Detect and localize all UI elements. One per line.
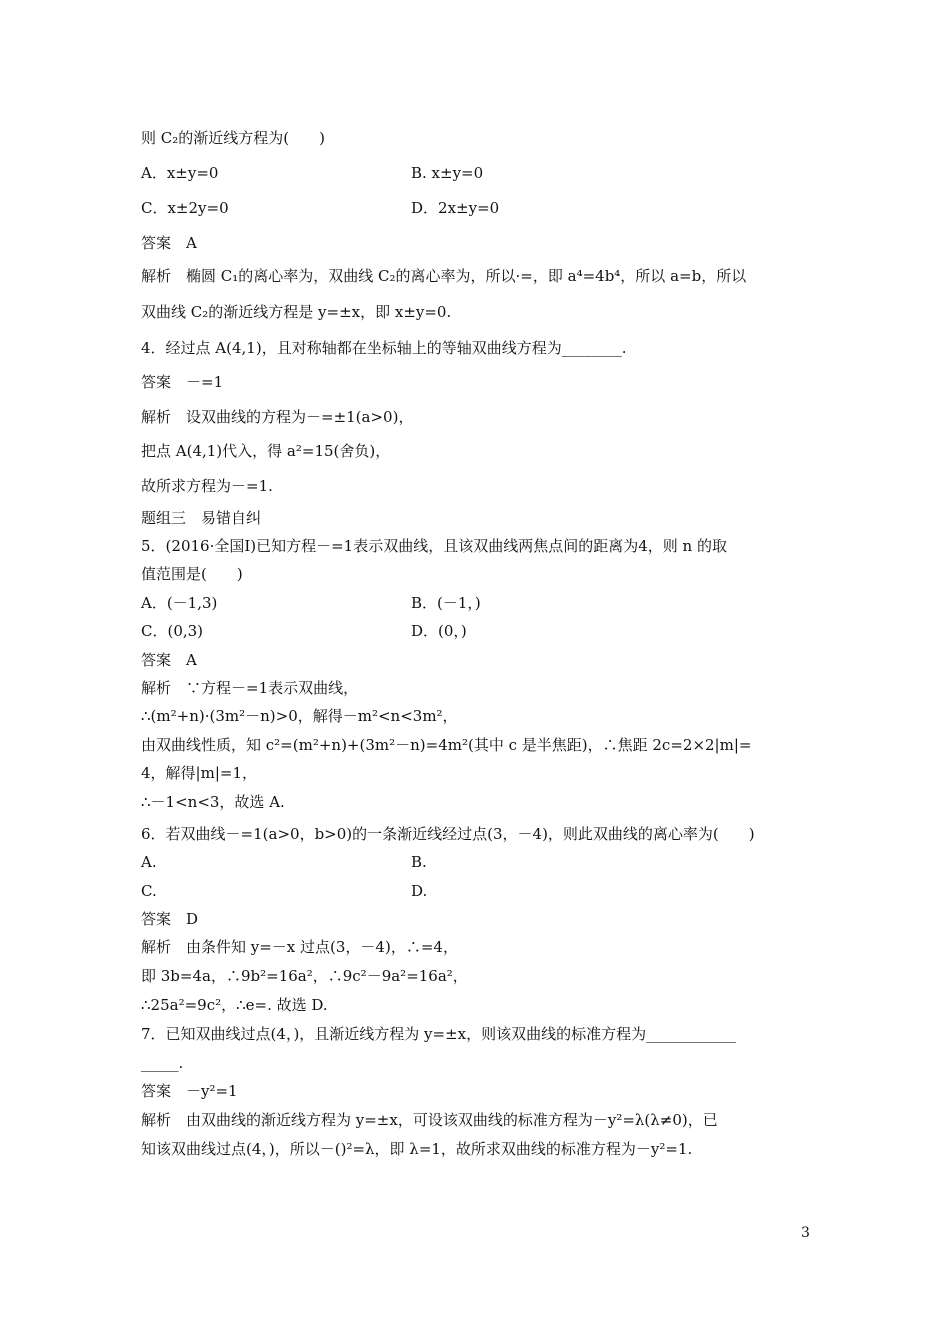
option-c: C.: [141, 882, 157, 900]
text-line: 由双曲线性质，知 c²=(m²+n)+(3m²－n)=4m²(其中 c 是半焦距)，∴焦距 2c=2×2|m|=: [141, 736, 752, 754]
answer-line: 答案 D: [141, 910, 199, 928]
text-line: ∴－1<n<3，故选 A.: [141, 793, 285, 811]
text-line: 值范围是( ): [141, 565, 243, 583]
analysis-line: 解析 由双曲线的渐近线方程为 y=±x，可设该双曲线的标准方程为－y²=λ(λ≠0)，已: [141, 1111, 718, 1129]
text-line: 即 3b=4a，∴9b²=16a²，∴9c²－9a²=16a²，: [141, 967, 468, 985]
analysis-line: 解析 由条件知 y=－x 过点(3，－4)，∴=4，: [141, 938, 458, 956]
text-line: 知该双曲线过点(4，)，所以－()²=λ，即 λ=1，故所求双曲线的标准方程为－y²=1.: [141, 1140, 693, 1158]
question-7: 7．已知双曲线过点(4，)，且渐近线方程为 y=±x，则该双曲线的标准方程为____________: [141, 1025, 737, 1043]
text-line: ∴25a²=9c²，∴e=. 故选 D.: [141, 996, 328, 1014]
section-heading: 题组三 易错自纠: [141, 509, 262, 527]
question-6: 6．若双曲线－=1(a>0，b>0)的一条渐近线经过点(3，－4)，则此双曲线的离心率为( ): [141, 825, 755, 843]
answer-line: 答案 A: [141, 234, 197, 252]
answer-line: 答案 －=1: [141, 373, 224, 391]
answer-line: 答案 A: [141, 651, 197, 669]
option-d: D．2x±y=0: [411, 199, 500, 217]
text-line: 双曲线 C₂的渐近线方程是 y=±x，即 x±y=0.: [141, 303, 452, 321]
text-line: _____.: [141, 1054, 184, 1072]
option-b: B. x±y=0: [411, 164, 484, 182]
page-number: 3: [801, 1225, 810, 1241]
option-a: A．x±y=0: [141, 164, 219, 182]
analysis-line: 解析 椭圆 C₁的离心率为，双曲线 C₂的离心率为，所以·=，即 a⁴=4b⁴，所以 a=b，所以: [141, 267, 747, 285]
analysis-line: 解析 设双曲线的方程为－=±1(a>0)，: [141, 408, 414, 426]
text-line: 故所求方程为－=1.: [141, 477, 273, 495]
text-line: ∴(m²+n)·(3m²－n)>0，解得－m²<n<3m²，: [141, 707, 458, 725]
text-line: 4，解得|m|=1，: [141, 764, 257, 782]
option-b: B.: [411, 853, 427, 871]
option-a: A．(－1,3): [141, 594, 218, 612]
option-d: D.: [411, 882, 428, 900]
option-b: B．(－1，): [411, 594, 481, 612]
text-line: 把点 A(4,1)代入，得 a²=15(舍负)，: [141, 442, 391, 460]
analysis-line: 解析 ∵方程－=1表示双曲线，: [141, 679, 359, 697]
text-line: 则 C₂的渐近线方程为( ): [141, 129, 325, 147]
question-5: 5．(2016·全国Ⅰ)已知方程－=1表示双曲线，且该双曲线两焦点间的距离为4，则 n 的取: [141, 537, 727, 555]
option-c: C．(0,3): [141, 622, 204, 640]
option-c: C．x±2y=0: [141, 199, 229, 217]
option-d: D．(0，): [411, 622, 467, 640]
option-a: A.: [141, 853, 157, 871]
question-4: 4．经过点 A(4,1)，且对称轴都在坐标轴上的等轴双曲线方程为________.: [141, 339, 627, 357]
answer-line: 答案 －y²=1: [141, 1082, 238, 1100]
